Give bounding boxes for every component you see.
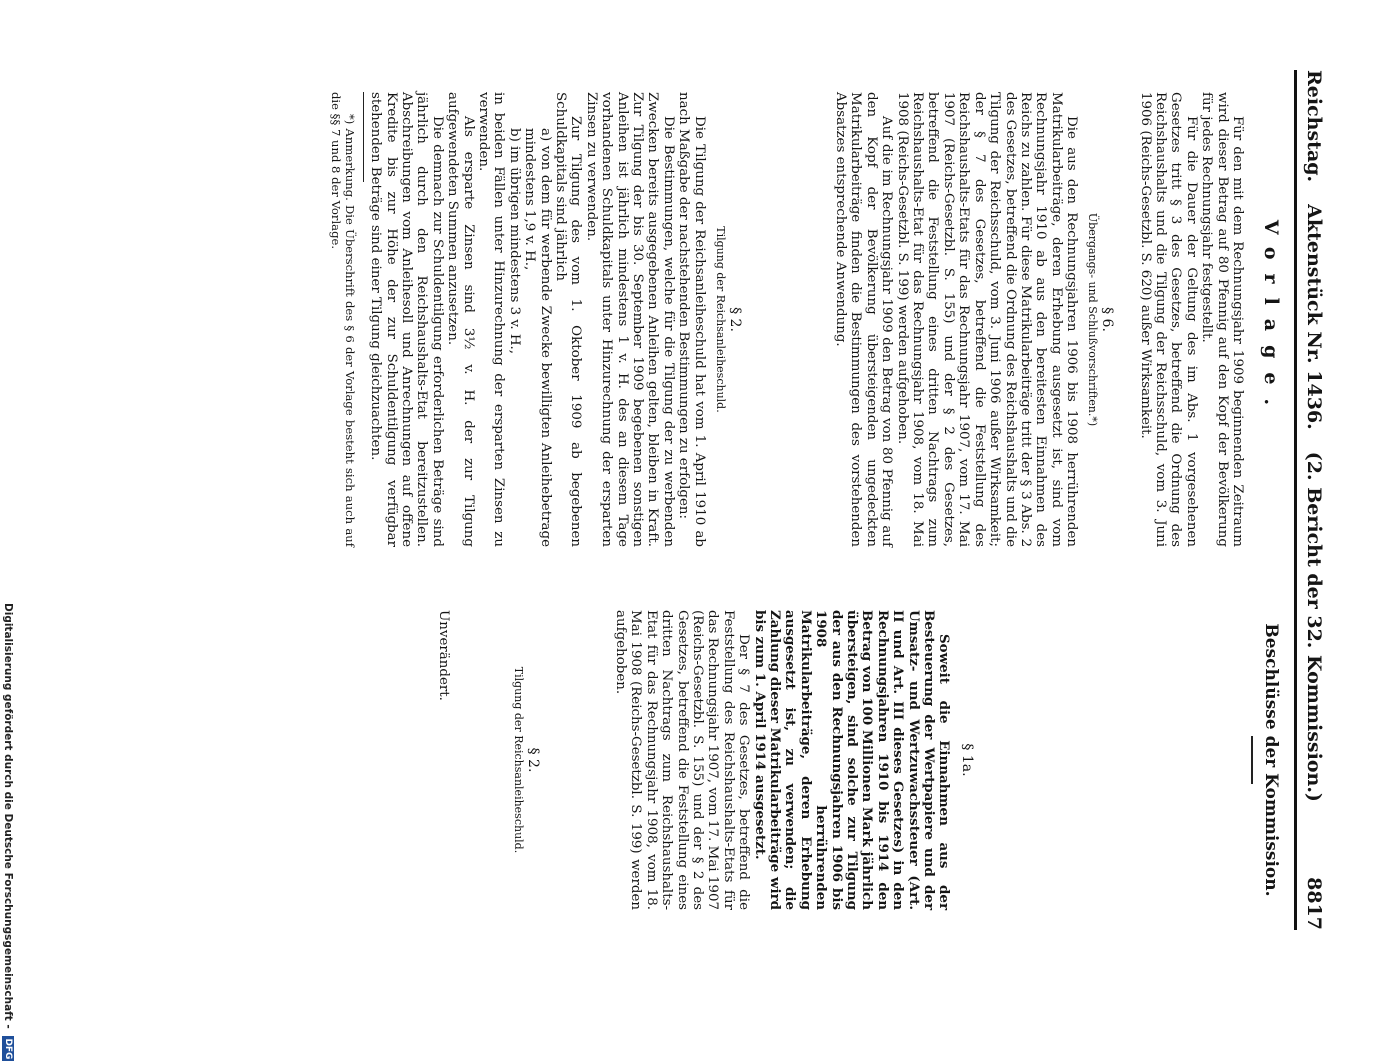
vorlage-column [329,92,1285,547]
beschluesse-paragraph-bold: Soweit die Einnahmen aus der Besteuerung der Wertpapiere und der Umsatz- und Wertzuwachssteuer (Art. II und Art. III dieses Gesetzes) in den Rechnungsjahren 1910 bis 1914 den Betrag von 100 Millionen Mark jährlich übersteigen, sind solche zur Tilgung der aus den Rechnungsjahren 1906 bis 1908 herrührenden Matrikularbeiträge, deren Erhebung ausgesetzt ist, zu verwenden; die Zahlung dieser Matrikularbeiträge wird bis zum 1. April 1914 ausgesetzt. [751,610,953,910]
vorlage-paragraph: Für die Dauer der Geltung des im Abs. 1 vorgesehenen Gesetzes tritt § 3 des Gesetzes, betreffend die Ordnung des Reichshaushalts und die Tilgung der Reichsschuld, vom 3. Juni 1906 (Reichs-Gesetzbl. S. 620) außer Wirksamkeit. [1137,92,1199,547]
unchanged-note: Unverändert. [435,610,451,701]
vorlage-paragraph: Die Tilgung der Reichsanleiheschuld hat vom 1. April 1910 ab nach Maßgabe der nachstehenden Bestimmungen zu erfolgen: [676,92,707,547]
vorlage-paragraph: Für den mit dem Rechnungsjahr 1909 beginnenden Zeitraum wird dieser Betrag auf 80 Pfennig auf den Kopf der Bevölkerung für jedes Rechnungsjahr festgestellt. [1199,92,1245,547]
vorlage-title: Vorlage. [1260,219,1282,420]
section-2-heading: § 2. [524,747,541,773]
footnote-rule [363,92,364,182]
header-aktenstueck: Aktenstück Nr. 1436. [1303,204,1325,430]
beschluesse-title: Beschlüsse der Kommission. [1261,623,1281,897]
header-bericht: (2. Bericht der 32. Kommission.) [1303,451,1325,802]
beschluesse-column [435,610,1285,910]
section-1a-heading: § 1a. [959,743,976,777]
header-reichstag: Reichstag. [1303,70,1325,183]
section-2-subheading: Tilgung der Reichsanleiheschuld. [713,226,727,413]
digitization-note: Digitalisierung gefördert durch die Deutsche Forschungsgemeinschaft - [2,603,14,1029]
vorlage-paragraph: Die demnach zur Schuldentilgung erforderlichen Beträge sind jährlich durch den Reichshaushalts-Etat bereitzustellen. Abschreibungen vom Anleihesoll und Anrechnungen auf offene Kredite bis zur Höhe der zur Schuldentilgung verfügbar stehenden Beträge sind einer Tilgung gleichzuachten. [368,92,445,547]
list-item-b: b) im übrigen mindestens 3 v. H., [506,128,522,355]
vorlage-paragraph: Die Bestimmungen, welche für die Tilgung der zu werbenden Zwecken bereits ausgegebenen Anleihen gelten, bleiben in Kraft. Zur Tilgung der bis 30. September 1909 begebenen sonstigen Anleihen ist jährlich mindestens 1 v. H. des an diesem Tage vorhandenen Schuldkapitals unter Hinzurechnung der ersparten Zinsen zu verwenden. [583,92,676,547]
title-rule [1252,736,1254,784]
digitization-strip [0,0,16,1060]
section-6-heading: § 6. [1099,307,1116,332]
section-2-subheading: Tilgung der Reichsanleiheschuld. [511,666,525,854]
vorlage-paragraph: Zur Tilgung des vom 1. Oktober 1909 ab begebenen Schuldkapitals sind jährlich [553,92,584,547]
dfg-logo: DFG [3,1038,13,1060]
vorlage-paragraph: in beiden Fällen unter Hinzurechnung der ersparten Zinsen zu verwenden. [475,92,507,547]
section-6-subheading: Übergangs- und Schlußvorschriften.*) [1086,212,1100,427]
list-item-a: a) von dem für werbende Zwecke bewilligten Anleihebetrage mindestens 1,9 v. H., [522,128,553,547]
footnote: *) Anmerkung. Die Überschrift des § 6 der Vorlage besteht sich auch auf die §§ 7 und 8 der Vorlage. [328,92,357,547]
vorlage-paragraph: Auf die im Rechnungsjahr 1909 den Betrag von 80 Pfennig auf den Kopf der Bevölkerung übersteigenden ungedeckten Matrikularbeiträge finden die Bestimmungen des vorstehenden Absatzes entsprechende Anwendung. [833,92,895,547]
vorlage-paragraph: Als ersparte Zinsen sind 3½ v. H. der zur Tilgung aufgewendeten Summen anzusetzen. [445,92,476,547]
section-2-heading: § 2. [726,307,743,332]
beschluesse-paragraph: Der § 7 des Gesetzes, betreffend die Feststellung des Reichshaushalts-Etats für das Rechnungsjahr 1907, vom 17. Mai 1907 (Reichs-Gesetzbl. S. 155) und der § 2 des Gesetzes, betreffend die Feststellung eines dritten Nachtrags zum Reichshaushalts-Etat für das Rechnungsjahr 1908, vom 18. Mai 1908 (Reichs-Gesetzbl. S. 199) werden aufgehoben. [612,610,752,910]
page-header [1303,70,1325,930]
header-rule [1294,70,1297,930]
page-number: 8817 [1303,877,1325,930]
vorlage-paragraph: Die aus den Rechnungsjahren 1906 bis 1908 herrührenden Matrikularbeiträge, deren Erhebung ausgesetzt ist, sind vom Rechnungsjahr 1910 ab aus den bereitesten Einnahmen des Reichs zu zahlen. Für diese Matrikularbeiträge tritt der § 3 Abs. 2 des Gesetzes, betreffend die Ordnung des Reichshaushalts und die Tilgung der Reichsschuld, vom 3. Juni 1906 außer Wirksamkeit; der § 7 des Gesetzes, betreffend die Feststellung des Reichshaushalts-Etats für das Rechnungsjahr 1907, vom 17. Mai 1907 (Reichs-Gesetzbl. S. 155) und der § 2 des Gesetzes, betreffend die Feststellung eines dritten Nachtrags zum Reichshaushalts-Etat für das Rechnungsjahr 1908, vom 18. Mai 1908 (Reichs-Gesetzbl. S. 199) werden aufgehoben. [894,92,1080,547]
